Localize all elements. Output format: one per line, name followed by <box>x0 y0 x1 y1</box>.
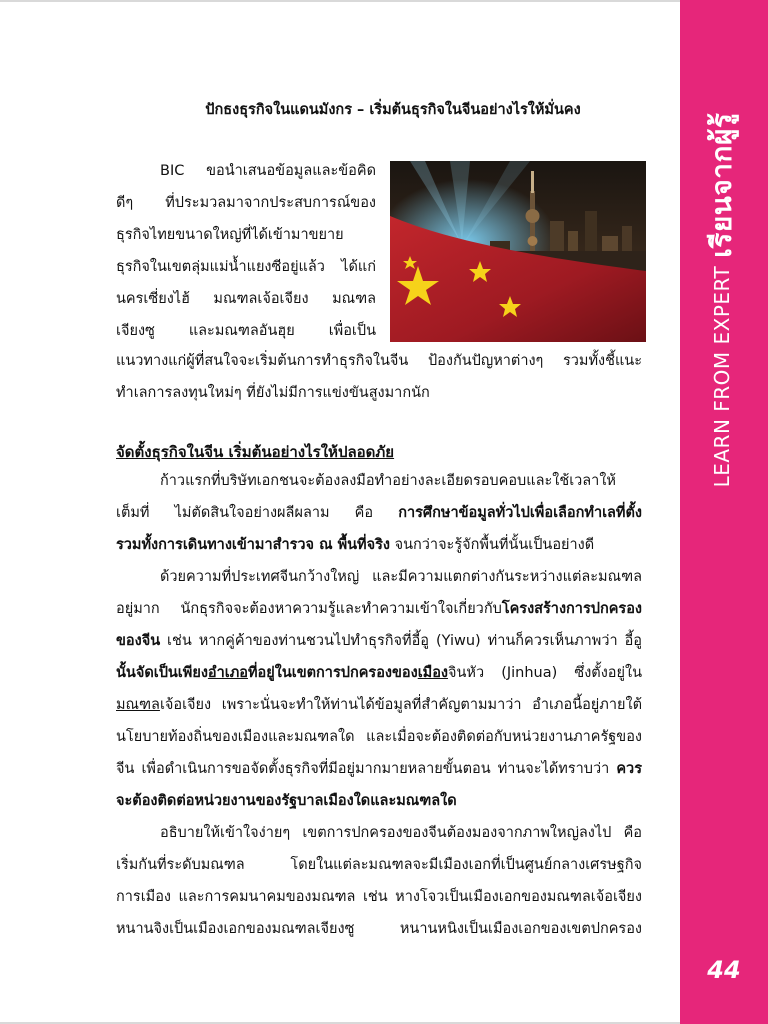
p2-text: อยู่มาก นักธุรกิจจะต้องหาความรู้และทำความเข้าใจเกี่ยวกับ <box>116 601 502 617</box>
photo-illustration <box>390 161 646 342</box>
p1-text-2: จนกว่าจะรู้จักพื้นที่นั้นเป็นอย่างดี <box>389 537 595 553</box>
p2-text-4: เจ้อเจียง เพราะนั่นจะทำให้ท่านได้ข้อมูลที่สำคัญตามมาว่า อำเภอนี้อยู่ภายใต้ <box>159 697 642 713</box>
p1-text: เต็มที่ ไม่ตัดสินใจอย่างผลีผลาม คือ <box>116 505 399 521</box>
p2-underlined-district: อำเภอ <box>207 665 248 681</box>
p2-line-1: ด้วยความที่ประเทศจีนกว้างใหญ่ และมีความแตกต่างกันระหว่างแต่ละมณฑล <box>160 569 642 585</box>
intro-line-7: แนวทางแก่ผู้ที่สนใจจะเริ่มต้นการทำธุรกิจในจีน ป้องกันปัญหาต่างๆ รวมทั้งชี้แนะ <box>116 353 642 369</box>
p2-line-7 <box>116 759 642 779</box>
china-flag-skyline-photo <box>390 161 646 342</box>
p2-line-8: จะต้องติดต่อหน่วยงานของรัฐบาลเมืองใดและมณฑลใด <box>116 793 457 809</box>
p2-bold-text-5: ควร <box>616 761 642 777</box>
page-number: 44 <box>707 956 741 984</box>
p3-line-4: หนานจิงเป็นเมืองเอกของมณฑลเจียงซู หนานหนิงเป็นเมืองเอกของเขตปกครอง <box>116 921 642 937</box>
intro-line-4: ธุรกิจในเขตลุ่มแม่น้ำแยงซีอยู่แล้ว ได้แก่ <box>116 259 376 275</box>
intro-line-2: ดีๆ ที่ประมวลมาจากประสบการณ์ของ <box>116 195 376 211</box>
p1-bold-text-2: รวมทั้งการเดินทางเข้ามาสำรวจ ณ พื้นที่จริง <box>116 537 390 553</box>
intro-line-5: นครเซี่ยงไฮ้ มณฑลเจ้อเจียง มณฑล <box>116 291 376 307</box>
section-label-th: เรียนจากผู้รู้ <box>705 112 738 258</box>
p2-bold-text-2: ของจีน <box>116 633 161 649</box>
section-heading: จัดตั้งธุรกิจในจีน เริ่มต้นอย่างไรให้ปลอดภัย <box>116 443 395 461</box>
p2-text-5: จีน เพื่อดำเนินการขอจัดตั้งธุรกิจที่มีอยู่มากมายหลายขั้นตอน ท่านจะได้ทราบว่า <box>116 761 617 777</box>
section-label-en: LEARN FROM EXPERT <box>710 265 734 488</box>
p3-line-2: เริ่มกันที่ระดับมณฑล โดยในแต่ละมณฑลจะมีเมืองเอกที่เป็นศูนย์กลางเศรษฐกิจ <box>116 857 642 873</box>
p2-bold-text-3: นั้นจัดเป็นเพียง <box>116 665 208 681</box>
top-border <box>0 0 680 2</box>
p3-line-3: การเมือง และการคมนาคมของมณฑล เช่น หางโจวเป็นเมืองเอกของมณฑลเจ้อเจียง <box>116 889 642 905</box>
p2-underlined-province: มณฑล <box>116 697 160 713</box>
p2-bold-text-4: ที่อยู่ในเขตการปกครองของ <box>247 665 418 681</box>
p2-text-3: จินหัว (Jinhua) ซึ่งตั้งอยู่ใน <box>448 665 642 681</box>
p2-line-4 <box>116 663 642 683</box>
p1-bold-text: การศึกษาข้อมูลทั่วไปเพื่อเลือกทำเลที่ตั้ง <box>398 505 642 521</box>
p1-line-2 <box>116 503 642 523</box>
p3-line-1: อธิบายให้เข้าใจง่ายๆ เขตการปกครองของจีนต้องมองจากภาพใหญ่ลงไป คือ <box>160 825 642 841</box>
p2-line-5 <box>116 695 642 715</box>
intro-line-6: เจียงซู และมณฑลอันฮุย เพื่อเป็น <box>116 323 376 339</box>
p2-bold-text: โครงสร้างการปกครอง <box>501 601 642 617</box>
intro-line-1: BIC ขอนำเสนอข้อมูลและข้อคิด <box>160 163 376 179</box>
p2-line-6: นโยบายท้องถิ่นของเมืองและมณฑลใด และเมื่อจะต้องติดต่อกับหน่วยงานภาครัฐของ <box>116 729 642 745</box>
p2-text-2: เช่น หากคู่ค้าของท่านชวนไปทำธุรกิจที่อี้อู (Yiwu) ท่านก็ควรเห็นภาพว่า อี้อู <box>160 633 642 649</box>
p2-line-2 <box>116 599 642 619</box>
p2-line-3 <box>116 631 642 651</box>
p1-line-3 <box>116 535 642 555</box>
intro-line-3: ธุรกิจไทยขนาดใหญ่ที่ได้เข้ามาขยาย <box>116 227 344 243</box>
section-label <box>700 113 744 488</box>
p1-line-1: ก้าวแรกที่บริษัทเอกชนจะต้องลงมือทำอย่างละเอียดรอบคอบและใช้เวลาให้ <box>160 473 616 489</box>
article-title: ปักธงธุรกิจในแดนมังกร – เริ่มต้นธุรกิจในจีนอย่างไรให้มั่นคง <box>205 102 581 118</box>
intro-line-8: ทำเลการลงทุนใหม่ๆ ที่ยังไม่มีการแข่งขันสูงมากนัก <box>116 385 430 401</box>
p2-underlined-city: เมือง <box>417 665 449 681</box>
